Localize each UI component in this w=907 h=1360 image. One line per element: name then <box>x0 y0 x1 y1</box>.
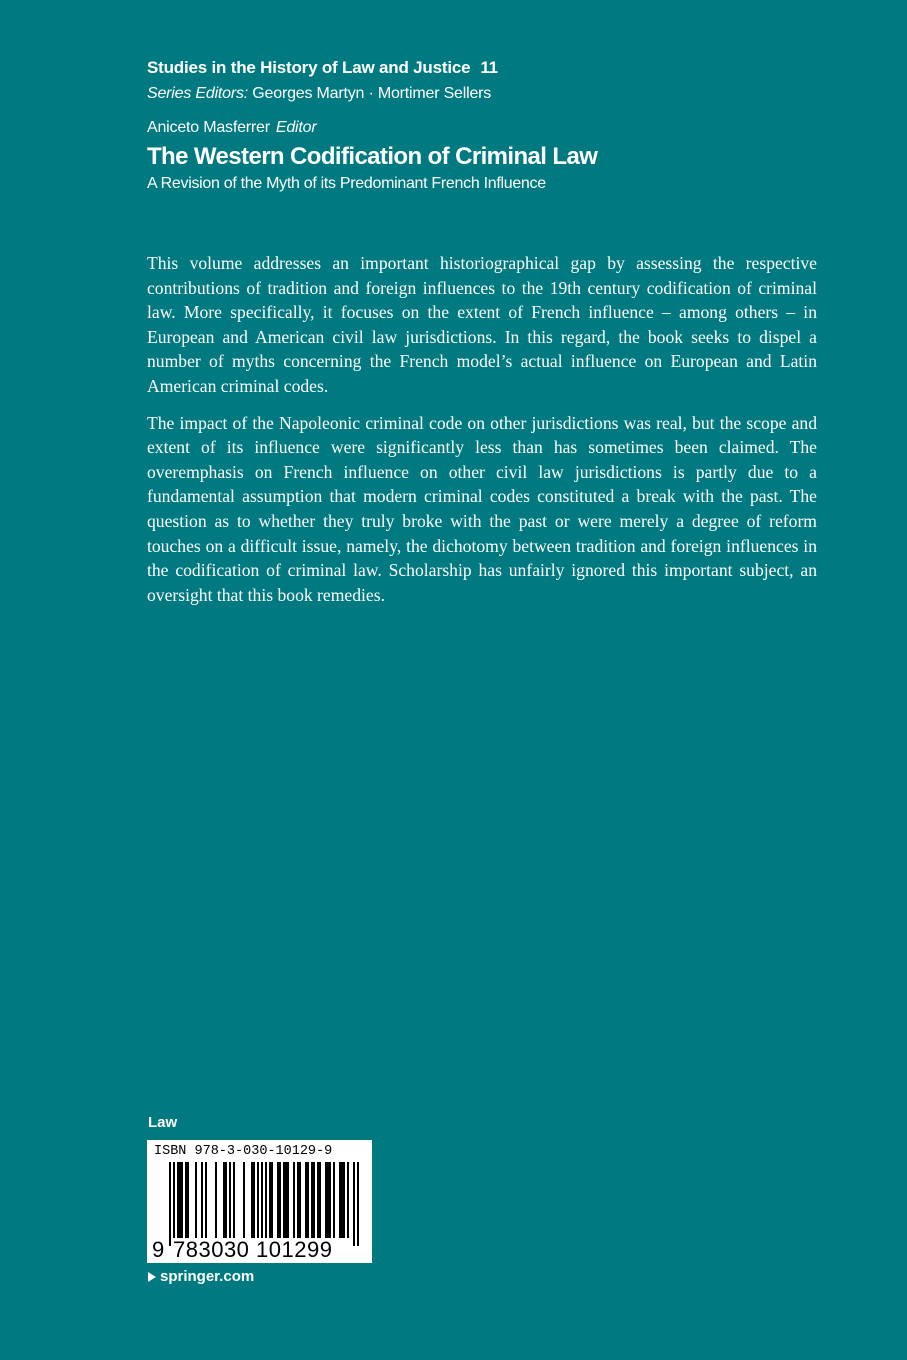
barcode-bar <box>269 1162 271 1238</box>
series-editors <box>147 82 847 106</box>
barcode-bar <box>181 1162 183 1238</box>
isbn-label: ISBN 978-3-030-10129-9 <box>154 1144 333 1159</box>
barcode-bar <box>277 1162 279 1238</box>
barcode-bar <box>327 1162 329 1238</box>
barcode-bar <box>357 1162 359 1246</box>
barcode-bar <box>341 1162 343 1238</box>
barcode-bar <box>313 1162 315 1238</box>
cover-header <box>147 56 847 195</box>
barcode-bar <box>205 1162 207 1238</box>
barcode-bar <box>169 1162 171 1246</box>
barcode-bar <box>307 1162 309 1238</box>
description-paragraph: The impact of the Napoleonic criminal code on other jurisdictions was real, but the scope and extent of its influence were significantly less than has sometimes been claimed. The overemphasis on French influence on other civil law jurisdictions is partly due to a fundamental assumption that modern criminal codes constituted a break with the past. The question as to whether they truly broke with the past or were merely a degree of reform touches on a difficult issue, namely, the dichotomy between tradition and foreign influences in the codification of criminal law. Scholarship has unfairly ignored this important subject, an oversight that this book remedies. <box>147 412 817 605</box>
description-paragraph: This volume addresses an important historiographical gap by assessing the respective contributions of tradition and foreign influences to the 19th century codification of criminal law. More specifically, it focuses on the extent of French influence – among others – in European and American civil law jurisdictions. In this regard, the book seeks to dispel a number of myths concerning the French model’s actual influence on European and Latin American criminal codes. <box>147 253 817 396</box>
barcode-bar <box>253 1162 255 1238</box>
barcode-bar <box>299 1162 301 1238</box>
book-editor <box>147 117 847 139</box>
barcode-bar <box>257 1162 259 1238</box>
barcode-bar <box>339 1162 341 1238</box>
book-editor-name: Aniceto Masferrer <box>147 119 270 136</box>
book-description <box>147 251 817 619</box>
series-editors-label: Series Editors: <box>147 85 249 102</box>
barcode-bar <box>311 1162 313 1238</box>
barcode-bar <box>347 1162 349 1238</box>
barcode-bar <box>325 1162 327 1238</box>
publisher-link[interactable] <box>148 1268 254 1286</box>
barcode-bar <box>229 1162 231 1238</box>
barcode-bar <box>317 1162 319 1238</box>
barcode-bar <box>343 1162 345 1238</box>
barcode-bar <box>177 1162 179 1238</box>
isbn-barcode <box>147 1140 372 1263</box>
series-title <box>147 56 847 80</box>
barcode-bar <box>243 1162 245 1238</box>
barcode-bar <box>333 1162 335 1238</box>
book-editor-role: Editor <box>275 119 317 136</box>
book-subtitle: A Revision of the Myth of its Predominant French Influence <box>147 175 546 192</box>
barcode-bar <box>265 1162 267 1246</box>
barcode-bar <box>305 1162 307 1238</box>
barcode-bar <box>195 1162 197 1238</box>
barcode-bar <box>215 1162 217 1238</box>
barcode-bar <box>287 1162 289 1238</box>
barcode-bar <box>251 1162 253 1238</box>
barcode-bar <box>201 1162 203 1238</box>
publisher-url: springer.com <box>160 1268 255 1285</box>
barcode-bar <box>233 1162 235 1238</box>
barcode-bar <box>173 1162 175 1246</box>
barcode-bar <box>261 1162 263 1246</box>
barcode-bar <box>293 1162 295 1238</box>
barcode-digit-groups: 783030 101299 <box>173 1237 333 1262</box>
barcode-bar <box>179 1162 181 1238</box>
barcode-bar <box>187 1162 189 1238</box>
series-editors-names: Georges Martyn · Mortimer Sellers <box>252 85 492 102</box>
barcode-bar <box>185 1162 187 1238</box>
barcode-bar <box>285 1162 287 1238</box>
subject-category: Law <box>148 1114 178 1131</box>
barcode-bar <box>353 1162 355 1246</box>
barcode-first-digit: 9 <box>152 1237 165 1262</box>
book-title: The Western Codification of Criminal Law <box>147 143 598 170</box>
arrow-right-icon <box>148 1272 156 1282</box>
barcode-bar <box>223 1162 225 1238</box>
series-name: Studies in the History of Law and Justice <box>147 58 471 77</box>
barcode-bar <box>329 1162 331 1238</box>
barcode-bar <box>271 1162 273 1238</box>
barcode-bar <box>283 1162 285 1238</box>
barcode-bar <box>297 1162 299 1238</box>
barcode-bar <box>279 1162 281 1238</box>
barcode-bar <box>319 1162 321 1238</box>
series-number: 11 <box>480 58 498 77</box>
barcode-bar <box>225 1162 227 1238</box>
